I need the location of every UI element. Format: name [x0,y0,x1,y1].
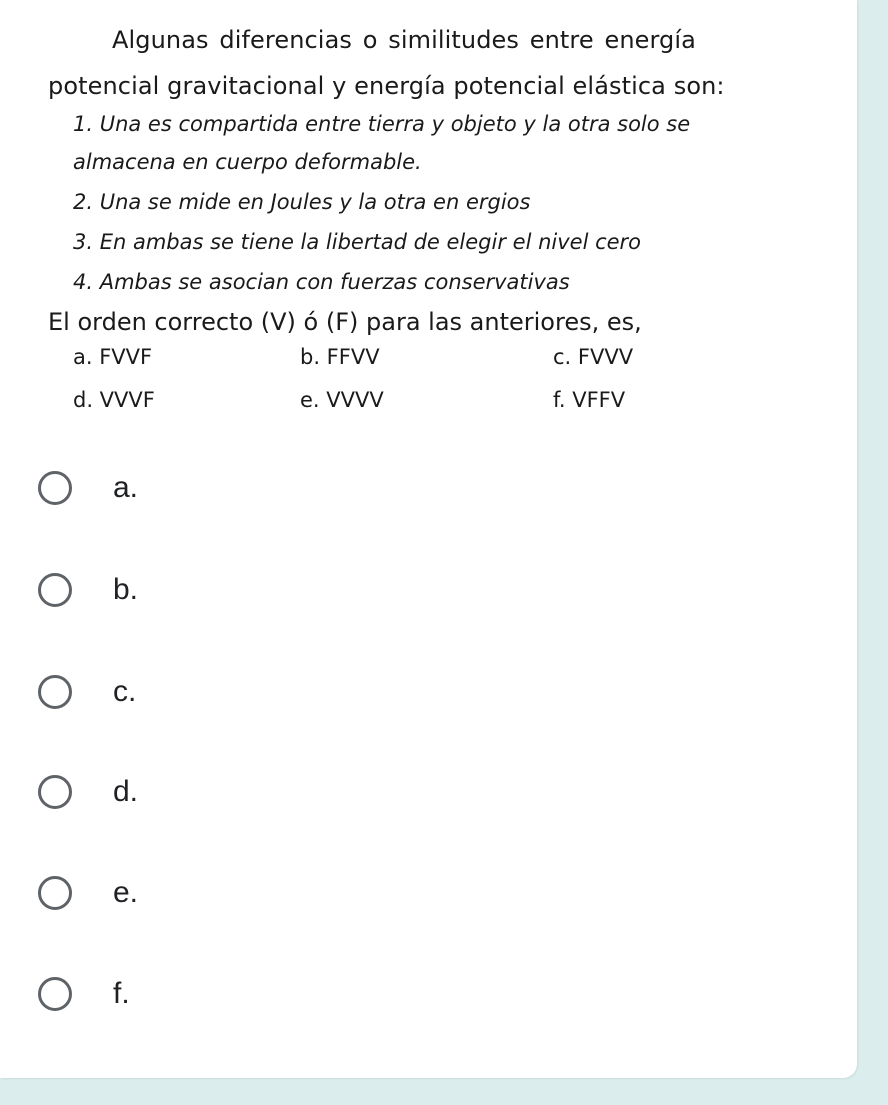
order-prompt: El orden correcto (V) ó (F) para las anteriores, es, [48,308,642,336]
answer-label-c: c. [113,675,137,708]
answer-option-a[interactable] [38,458,138,518]
answer-option-c[interactable] [38,662,136,722]
answer-label-d: d. [113,775,139,808]
statement-3: 3. En ambas se tiene la libertad de elegir el nivel cero [73,230,642,254]
statement-2: 2. Una se mide en Joules y la otra en ergios [73,190,531,214]
statement-1: 1. Una es compartida entre tierra y objeto y la otra solo se [73,112,691,136]
question-heading-line-1: Algunas diferencias o similitudes entre energía [112,26,696,54]
answer-option-d[interactable] [38,762,138,822]
choice-f: f. VFFV [553,388,626,412]
statement-1-continued: almacena en cuerpo deformable. [73,150,422,174]
answer-option-b[interactable] [38,560,138,620]
answer-label-a: a. [113,471,139,504]
answer-label-f: f. [113,977,130,1010]
radio-button-d[interactable] [38,775,72,809]
question-image [0,0,857,430]
radio-button-f[interactable] [38,977,72,1011]
answer-label-b: b. [113,573,139,606]
answer-option-f[interactable] [38,964,130,1024]
radio-button-b[interactable] [38,573,72,607]
choice-c: c. FVVV [553,345,634,369]
radio-button-e[interactable] [38,876,72,910]
radio-button-a[interactable] [38,471,72,505]
radio-button-c[interactable] [38,675,72,709]
choice-b: b. FFVV [300,345,380,369]
choice-d: d. VVVF [73,388,155,412]
question-heading-line-2: potencial gravitacional y energía potencial elástica son: [48,72,725,100]
choice-a: a. FVVF [73,345,153,369]
answer-option-e[interactable] [38,863,138,923]
answer-label-e: e. [113,876,139,909]
statement-4: 4. Ambas se asocian con fuerzas conservativas [73,270,570,294]
choice-e: e. VVVV [300,388,384,412]
